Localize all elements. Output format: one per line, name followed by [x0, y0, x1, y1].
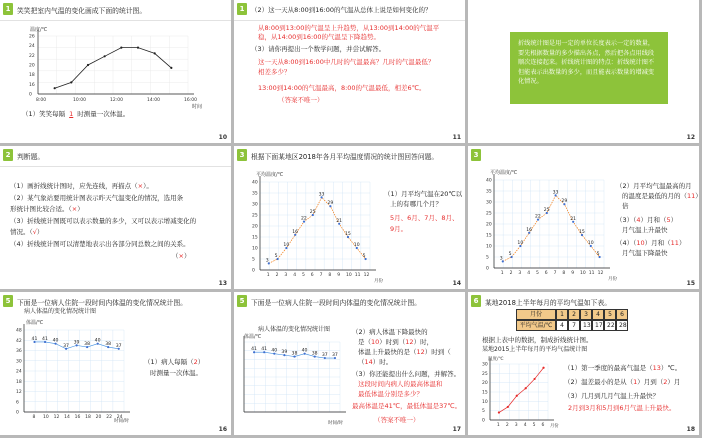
- y-tick-label: 35: [486, 189, 492, 195]
- y-tick-label: 20: [486, 222, 492, 228]
- y-tick-label: 12: [16, 390, 22, 395]
- answer-1: 5月、6月、7月、8月、: [390, 214, 459, 222]
- judge-item-2: （2）某气象站要用统计图表示昨天气温变化的情况，选用条: [10, 194, 184, 202]
- judge-item-3-cont: 情况。（√）: [10, 228, 44, 236]
- judge-item-1: （1）画折线统计图时，应先连线，再描点（×）。: [10, 182, 153, 190]
- body-temp-chart: [2, 316, 142, 434]
- slide-title: 下面是一位病人住院一段时间内体温的变化情况统计图。: [251, 299, 421, 307]
- data-label: 37: [63, 343, 69, 349]
- data-point: [70, 81, 72, 83]
- answer-3: 这段时间内病人的最高体温和: [358, 380, 443, 388]
- y-tick-label: 5: [482, 409, 485, 415]
- x-tick-label: 6: [544, 271, 548, 276]
- x-axis-label: 时间/时: [114, 419, 130, 424]
- slide-12[interactable]: [468, 0, 699, 143]
- data-label: 40: [94, 338, 101, 344]
- question-2-line4: （14）时。: [358, 358, 393, 366]
- question-1: （1）第一季度的最高气温是（13）℃。: [564, 364, 682, 372]
- y-tick-label: 20: [252, 224, 258, 230]
- x-axis-label: 时间/时: [328, 421, 344, 426]
- chart-title: 病人体温的变化情况统计图: [258, 326, 331, 333]
- answer-1: 1: [69, 110, 74, 118]
- data-label: 39: [73, 340, 80, 346]
- data-label: 22: [301, 216, 307, 222]
- x-tick-label: 4: [527, 271, 531, 276]
- y-tick-label: 42: [16, 338, 22, 344]
- page-number: 16: [218, 426, 227, 433]
- data-label: 33: [318, 192, 325, 198]
- chart-title: 某地2015上半年每月的平均气温统计图: [482, 346, 588, 353]
- question-3: （3）你还能提出什么问题，并解答。: [352, 370, 461, 378]
- judge-item-4: （4）折线统计图可以清楚地表示出各部分同总数之间的关系。: [10, 240, 190, 248]
- y-tick-label: 24: [29, 44, 35, 50]
- y-tick-label: 10: [482, 399, 488, 405]
- x-tick-label: 1: [266, 273, 270, 278]
- question-4: （4）（10）月和（11）: [616, 239, 686, 247]
- data-point: [525, 387, 527, 389]
- x-tick-label: 12: [53, 415, 60, 420]
- y-tick-label: 22: [29, 53, 35, 59]
- slide-title: 根据下面某地区2018年各月平均温度情况的统计图回答问题。: [251, 153, 439, 161]
- slide-title: 判断题。: [17, 153, 45, 161]
- x-tick-label: 22: [106, 415, 112, 420]
- data-label: 40: [271, 348, 278, 354]
- y-tick-label: 5: [486, 255, 489, 261]
- x-tick-label: 4: [523, 423, 527, 428]
- data-label: 37: [331, 353, 338, 359]
- y-tick-label: 24: [16, 369, 22, 375]
- series-line: [269, 197, 366, 263]
- x-tick-label: 6: [310, 273, 314, 278]
- page-number: 12: [686, 134, 695, 141]
- data-label: 21: [570, 216, 577, 222]
- question-2: （2）温差最小的是从（1）月到（2）月: [564, 378, 681, 386]
- y-tick-label: 25: [482, 371, 488, 377]
- question-badge: 3: [471, 149, 481, 161]
- table-header-row: 月份 1 2 3 4 5 6: [516, 309, 628, 320]
- y-tick-label: 26: [29, 34, 35, 40]
- y-tick-label: 0: [16, 410, 19, 416]
- judge-item-4-mark: （×）: [172, 252, 191, 260]
- x-tick-label: 24: [116, 415, 123, 420]
- data-label: 5: [274, 254, 278, 259]
- data-label: 38: [291, 351, 298, 357]
- x-axis-label: 时间: [192, 104, 203, 110]
- series-line: [499, 368, 544, 413]
- answer-1-cont: 9月。: [390, 225, 408, 233]
- x-tick-label: 11: [588, 271, 595, 276]
- data-label: 29: [561, 199, 568, 205]
- data-label: 40: [52, 338, 59, 344]
- y-tick-label: 40: [486, 178, 492, 184]
- data-label: 10: [353, 243, 360, 248]
- question-badge: 1: [237, 3, 247, 15]
- question-badge: 6: [471, 295, 481, 307]
- question-1: （1）笑笑每隔 1 时测量一次体温。: [22, 110, 130, 118]
- y-axis-label: 体温/℃: [244, 334, 262, 340]
- data-label: 5: [508, 252, 512, 257]
- answer-line: 这一天从8:00到16:00中几时的气温最高？几时的气温最低？: [258, 58, 435, 66]
- x-tick-label: 9: [571, 271, 575, 276]
- data-point: [170, 67, 172, 69]
- x-tick-label: 18: [85, 415, 91, 420]
- x-tick-label: 5: [536, 271, 539, 276]
- x-axis-label: 月份: [608, 277, 617, 282]
- answer-line: 从8:00到13:00的气温呈上升趋势，从13:00到14:00的气温平: [258, 24, 440, 32]
- data-label: 33: [552, 190, 559, 196]
- data-label: 3: [265, 258, 269, 264]
- data-label: 16: [526, 227, 533, 233]
- y-tick-label: 48: [16, 328, 22, 334]
- x-tick-label: 8: [32, 415, 36, 420]
- y-tick-label: 15: [482, 390, 488, 396]
- data-label: 10: [517, 241, 524, 246]
- y-tick-label: 0: [482, 418, 485, 424]
- data-label: 22: [535, 214, 541, 220]
- y-tick-label: 25: [252, 213, 258, 219]
- question-2-cont: 是（10）时到（12）时，: [358, 338, 434, 346]
- slide-11[interactable]: [234, 0, 465, 143]
- answer-3: 2月到3月和5月到6月气温上升最快。: [568, 404, 676, 412]
- page-number: 14: [452, 280, 461, 287]
- answer-note: （答案不唯一）: [374, 416, 420, 424]
- data-label: 37: [321, 353, 328, 359]
- question-1: （1）病人每隔（2）: [144, 358, 205, 366]
- x-tick-label: 8:00: [36, 98, 47, 103]
- x-tick-label: 1: [496, 423, 500, 428]
- y-axis-label: 温度/℃: [488, 357, 504, 362]
- y-tick-label: 35: [252, 191, 258, 197]
- y-tick-label: 20: [29, 63, 35, 69]
- judge-item-2-cont: 形统计图比较合适。（×）: [10, 205, 84, 213]
- x-tick-label: 9: [337, 273, 341, 278]
- x-tick-label: 20: [95, 415, 102, 420]
- x-tick-label: 10:00: [73, 98, 86, 103]
- question-3: （3）（4）月和（5）: [616, 216, 678, 224]
- data-label: 38: [105, 342, 112, 348]
- x-tick-label: 1: [500, 271, 504, 276]
- x-tick-label: 5: [532, 423, 536, 428]
- data-label: 10: [283, 243, 290, 248]
- data-point: [516, 395, 518, 397]
- divider: [234, 20, 465, 21]
- x-tick-label: 10: [346, 273, 352, 278]
- page-number: 10: [218, 134, 227, 141]
- x-tick-label: 6: [541, 423, 545, 428]
- y-axis-label: 温度/℃: [30, 27, 48, 33]
- slide-18[interactable]: [468, 292, 699, 435]
- chart-title: 病人体温的变化情况统计图: [24, 308, 97, 315]
- y-tick-label: 5: [252, 257, 255, 263]
- data-label: 21: [336, 218, 343, 224]
- y-tick-label: 36: [16, 349, 22, 354]
- answer-3-cont: 最低体温分别是多少？: [358, 390, 423, 398]
- data-point: [87, 64, 89, 66]
- data-label: 41: [31, 336, 38, 342]
- y-tick-label: 0: [252, 268, 255, 274]
- x-tick-label: 2: [509, 271, 513, 276]
- question-1: （1）月平均气温在20℃以: [384, 190, 463, 198]
- question-3: （3）请你再提出一个数学问题，并尝试解答。: [251, 45, 386, 53]
- y-tick-label: 0: [486, 266, 489, 272]
- temp-table: [516, 309, 628, 331]
- x-tick-label: 4: [293, 273, 297, 278]
- question-2: （2）病人体温下降最快的: [352, 328, 428, 336]
- data-point: [104, 55, 106, 57]
- data-point: [507, 406, 509, 408]
- question-2: （2）月平均气温最高的月: [616, 182, 692, 190]
- answer-line: 13:00到14:00的气温最高，8:00的气温最低，相差6℃。: [258, 84, 426, 92]
- y-tick-label: 0: [29, 92, 32, 98]
- y-tick-label: 30: [482, 362, 488, 368]
- answer-3-result: 最高体温是41℃，最低体温是37℃。: [352, 402, 462, 410]
- x-tick-label: 5: [302, 273, 305, 278]
- body-temp-chart: [236, 330, 354, 434]
- x-tick-label: 11: [354, 273, 361, 278]
- y-tick-label: 10: [486, 244, 492, 250]
- y-tick-label: 30: [486, 200, 492, 206]
- question-3-cont: 月气温上升最快: [622, 226, 668, 234]
- data-label: 15: [579, 230, 585, 235]
- y-axis-label: 平均温度/℃: [256, 172, 284, 178]
- data-label: 39: [281, 350, 288, 356]
- slide-title: 笑笑把室内气温的变化画成下面的统计图。: [17, 7, 147, 15]
- question-2-line3: 体温上升最快的是（12）时到（: [358, 348, 451, 356]
- y-tick-label: 20: [482, 381, 488, 387]
- y-tick-label: 40: [252, 180, 258, 186]
- page-number: 17: [452, 426, 461, 433]
- question-2: （2）这一天从8:00到16:00的气温从总体上说是如何变化的？: [251, 6, 432, 14]
- monthly-temp-chart: [472, 168, 618, 286]
- y-tick-label: 16: [29, 82, 35, 88]
- slide-16[interactable]: [0, 292, 231, 435]
- data-label: 38: [84, 342, 91, 348]
- data-label: 40: [301, 348, 308, 354]
- x-tick-label: 3: [518, 271, 522, 276]
- question-1-cont: 上的有哪几个月？: [390, 200, 442, 208]
- series-line: [503, 195, 600, 261]
- y-tick-label: 30: [252, 202, 258, 208]
- x-tick-label: 12: [363, 273, 370, 278]
- x-tick-label: 2: [505, 423, 509, 428]
- question-2-cont: 的温度是最低的月的（11）: [622, 192, 702, 200]
- x-tick-label: 7: [553, 271, 557, 276]
- data-label: 37: [115, 343, 122, 349]
- monthly-temp-chart: [238, 170, 384, 288]
- y-tick-label: 18: [29, 73, 35, 79]
- y-tick-label: 25: [486, 211, 492, 217]
- slide-17[interactable]: [234, 292, 465, 435]
- data-point: [54, 87, 56, 89]
- answer-line: 稳，从14:00到16:00的气温呈下降趋势。: [258, 33, 380, 41]
- y-axis-label: 平均温度/℃: [490, 170, 518, 176]
- slide-14[interactable]: [234, 146, 465, 289]
- y-tick-label: 15: [486, 233, 492, 239]
- divider: [0, 20, 231, 21]
- question-badge: 5: [237, 295, 247, 307]
- question-badge: 2: [3, 149, 13, 161]
- slide-15[interactable]: [468, 146, 702, 289]
- data-label: 15: [345, 232, 351, 237]
- data-label: 5: [362, 254, 366, 259]
- data-point: [534, 378, 536, 380]
- x-tick-label: 16:00: [184, 98, 197, 103]
- y-tick-label: 30: [16, 359, 22, 365]
- x-tick-label: 16: [74, 415, 81, 420]
- x-tick-label: 12: [597, 271, 604, 276]
- data-point: [498, 411, 500, 413]
- divider: [0, 166, 231, 167]
- instruction: 根据上表中的数据，制成折线统计图。: [482, 336, 593, 344]
- page-number: 13: [218, 280, 227, 287]
- slide-title: 下面是一位病人住院一段时间内体温的变化情况统计图。: [17, 299, 187, 307]
- x-axis-label: 月份: [550, 424, 559, 429]
- answer-note: （答案不唯一）: [278, 96, 324, 104]
- data-label: 41: [261, 347, 268, 353]
- data-label: 16: [292, 229, 299, 235]
- question-1-cont: 时测量一次体温。: [150, 369, 202, 377]
- data-label: 41: [251, 347, 257, 353]
- data-point: [120, 47, 122, 49]
- half-year-temp-chart: [474, 354, 564, 434]
- y-tick-label: 18: [16, 379, 22, 385]
- x-tick-label: 3: [284, 273, 288, 278]
- page-number: 11: [452, 134, 461, 141]
- x-tick-label: 12:00: [110, 98, 123, 103]
- question-badge: 3: [237, 149, 247, 161]
- slide-13[interactable]: [0, 146, 231, 289]
- data-label: 5: [596, 252, 600, 257]
- x-tick-label: 10: [43, 415, 49, 420]
- y-axis-label: 体温/℃: [26, 320, 44, 326]
- temperature-line-chart: [20, 24, 230, 114]
- y-tick-label: 15: [252, 235, 258, 241]
- question-3: （3）几月到几月气温上升最快？: [564, 392, 660, 400]
- page-number: 15: [686, 280, 695, 287]
- x-tick-label: 14:00: [147, 98, 160, 103]
- slide-title: 某地2018上半年每月的平均气温如下表。: [485, 299, 612, 307]
- y-tick-label: 10: [252, 246, 258, 252]
- data-label: 41: [42, 336, 48, 342]
- data-point: [542, 367, 544, 369]
- x-axis-label: 月份: [374, 279, 383, 284]
- page-number: 18: [686, 426, 695, 433]
- answer-line: 相差多少？: [258, 68, 291, 76]
- data-point: [154, 52, 156, 54]
- question-badge: 1: [3, 3, 13, 15]
- x-tick-label: 8: [328, 273, 332, 278]
- question-4-cont: 月气温下降最快: [622, 249, 668, 257]
- x-tick-label: 2: [275, 273, 279, 278]
- data-label: 3: [499, 256, 503, 262]
- summary-box: 折线统计图是用一定的单位长度表示一定的数量，要先根据数量的多少描出各点，然后把各点用线段顺次连接起来。折线统计图的特点：折线统计图不但能表示出数量的多少，而且能表示数量的增减变化情况。: [510, 32, 668, 104]
- data-label: 10: [587, 241, 594, 246]
- x-tick-label: 8: [562, 271, 566, 276]
- data-label: 25: [309, 210, 316, 215]
- data-label: 29: [327, 201, 334, 207]
- data-point: [137, 47, 139, 49]
- judge-item-3: （3）折线统计图既可以表示数量的多少，又可以表示增减变化的: [10, 217, 197, 225]
- question-2-end: 倍: [622, 202, 629, 210]
- x-tick-label: 7: [319, 273, 323, 278]
- x-tick-label: 10: [580, 271, 586, 276]
- slide-10[interactable]: [0, 0, 231, 143]
- table-row: 平均气温/℃ 4 7 13 17 22 28: [516, 320, 628, 331]
- x-tick-label: 14: [64, 415, 70, 420]
- question-badge: 5: [3, 295, 13, 307]
- data-label: 25: [543, 208, 550, 213]
- x-tick-label: 3: [514, 423, 518, 428]
- data-label: 38: [311, 351, 318, 357]
- y-tick-label: 6: [16, 400, 19, 406]
